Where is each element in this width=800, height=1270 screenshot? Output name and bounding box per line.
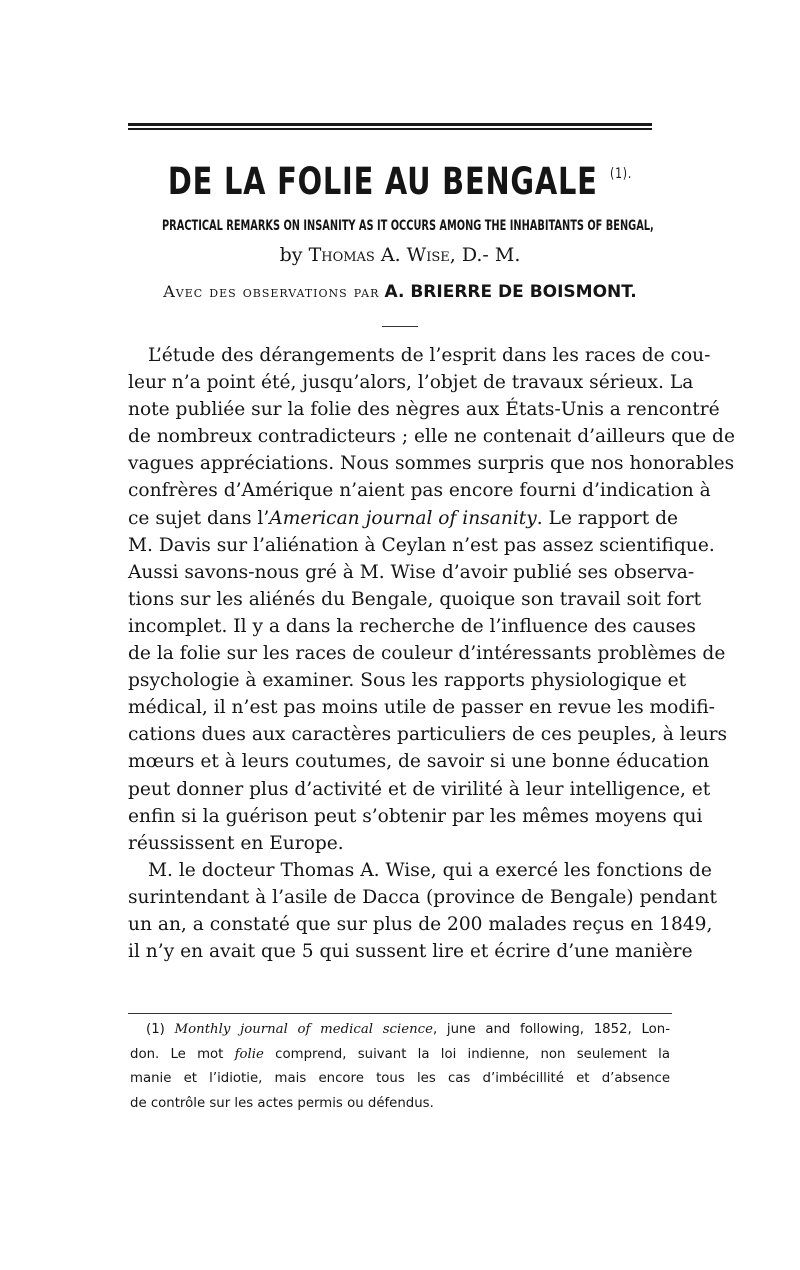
body-line: incomplet. Il y a dans la recherche de l’influence des causes (128, 615, 696, 637)
body-line: enfin si la guérison peut s’obtenir par les mêmes moyens qui (128, 805, 703, 827)
body-line: de nombreux contradicteurs ; elle ne contenait d’ailleurs que de (128, 426, 735, 448)
body-line: M. le docteur Thomas A. Wise, qui a exercé les fonctions de (148, 859, 712, 881)
footnote-line (130, 1018, 670, 1043)
author-name: Thomas A. Wise (308, 244, 450, 266)
body-line: leur n’a point été, jusqu’alors, l’objet de travaux sérieux. La (128, 372, 694, 394)
body-line: Aussi savons-nous gré à M. Wise d’avoir publié ses observa- (128, 561, 695, 583)
title-text: DE LA FOLIE AU BENGALE (167, 160, 598, 203)
body-line: confrères d’Amérique n’aient pas encore fourni d’indication à (128, 480, 711, 502)
body-line: réussissent en Europe. (128, 832, 344, 854)
body-text: ce sujet dans l’ (128, 507, 270, 529)
footnote-text: , june and following, 1852, Lon- (433, 1022, 671, 1037)
footnote-line (130, 1043, 670, 1068)
body-line: M. Davis sur l’aliénation à Ceylan n’est pas assez scientifique. (128, 534, 715, 556)
body-line (128, 505, 678, 532)
footnote-text: (1) (146, 1022, 175, 1037)
header-rule-thin (128, 128, 652, 130)
section-divider (382, 326, 418, 327)
body-line: vagues appréciations. Nous sommes surpris que nos honorables (128, 453, 735, 475)
body-line: tions sur les aliénés du Bengale, quoique son travail soit fort (128, 588, 702, 610)
body-line: L’étude des dérangements de l’esprit dans les races de cou- (148, 345, 711, 366)
journal-title: American journal of insanity (269, 507, 537, 529)
footnote-divider (128, 1013, 672, 1014)
author-degree: , D.- M. (449, 244, 521, 266)
footnote-line: manie et l’idiotie, mais encore tous les cas d’imbécillité et d’absence (130, 1071, 670, 1086)
footnote-line: de contrôle sur les actes permis ou défendus. (130, 1095, 434, 1111)
header-rule-thick (128, 123, 652, 126)
author-by: by (279, 244, 303, 266)
footnote (130, 1018, 670, 1116)
observations-line (90, 282, 710, 302)
footnote-journal-title: Monthly journal of medical science (174, 1022, 433, 1037)
body-line: médical, il n’est pas moins utile de passer en revue les modifi- (128, 697, 715, 719)
article-body (128, 342, 735, 965)
body-line: de la folie sur les races de couleur d’intéressants problèmes de (128, 643, 726, 665)
body-line: surintendant à l’asile de Dacca (province de Bengale) pendant (128, 886, 717, 908)
body-line: mœurs et à leurs coutumes, de savoir si une bonne éducation (128, 751, 710, 773)
footnote-emphasis: folie (234, 1046, 264, 1062)
body-text: . Le rapport de (536, 507, 678, 529)
observations-author: A. BRIERRE DE BOISMONT. (384, 282, 637, 302)
body-line: il n’y en avait que 5 qui sussent lire et écrire d’une manière (128, 941, 693, 963)
author-line (100, 244, 700, 266)
page-title (166, 160, 634, 203)
body-line: cations dues aux caractères particuliers de ces peuples, à leurs (128, 724, 728, 746)
observations-prefix: Avec des observations par (163, 282, 380, 301)
footnote-text: comprend, suivant la loi indienne, non seulement la (263, 1046, 670, 1062)
title-footnote-ref: (1). (610, 166, 633, 182)
body-line: peut donner plus d’activité et de virilité à leur intelligence, et (128, 778, 711, 800)
body-line: psychologie à examiner. Sous les rapports physiologique et (128, 670, 687, 692)
footnote-text: don. Le mot (130, 1046, 235, 1062)
body-line: note publiée sur la folie des nègres aux États-Unis a rencontré (128, 399, 720, 421)
body-line: un an, a constaté que sur plus de 200 malades reçus en 1849, (128, 913, 713, 935)
english-subtitle: PRACTICAL REMARKS ON INSANITY AS IT OCCURS AMONG THE INHABITANTS OF BENGAL, (162, 218, 654, 234)
